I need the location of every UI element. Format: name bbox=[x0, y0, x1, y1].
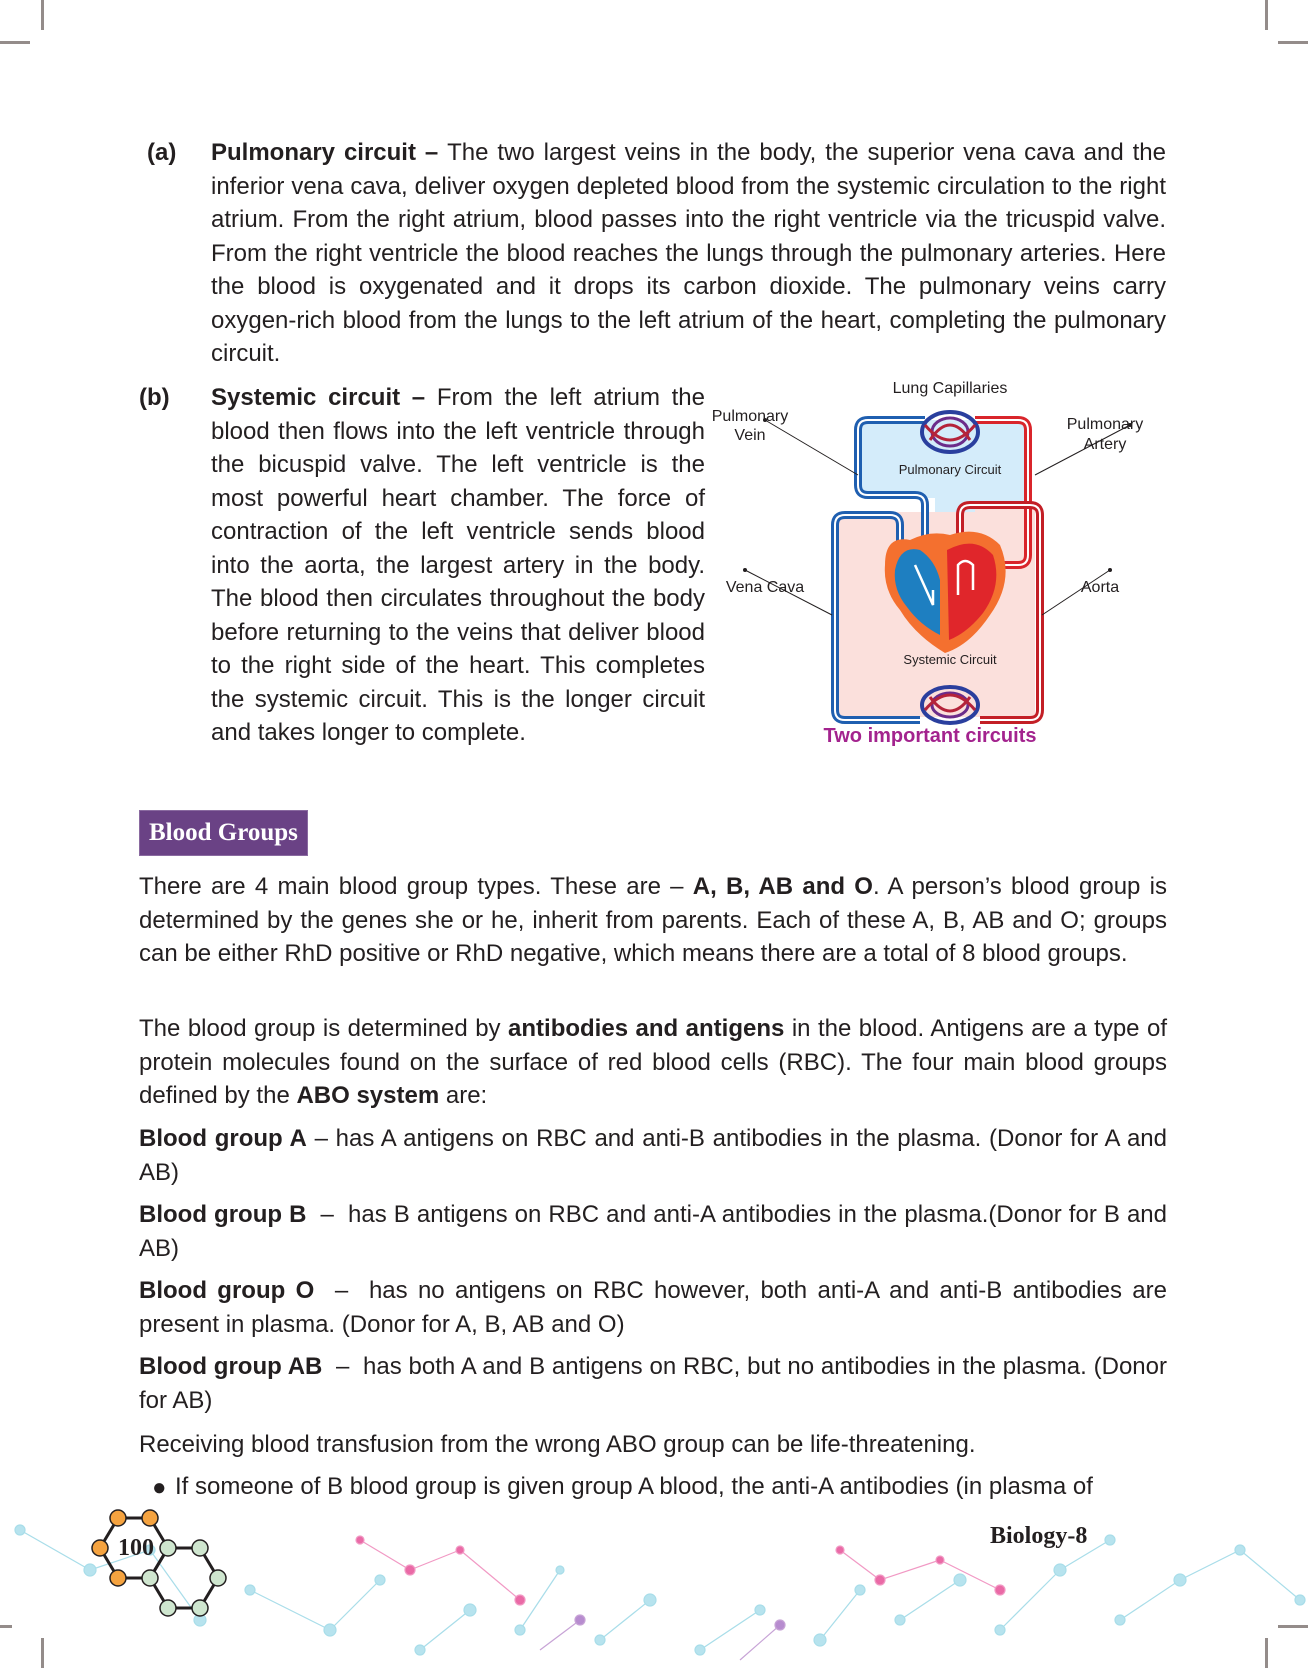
p2-text-before: The blood group is determined by bbox=[139, 1015, 509, 1042]
label-aorta: Aorta bbox=[1080, 579, 1120, 596]
paragraph-antigens bbox=[139, 1012, 1167, 1113]
crop-mark-top-left-v bbox=[41, 0, 44, 30]
blood-group-o bbox=[139, 1274, 1167, 1341]
p2-bold-antibodies: antibodies and antigens bbox=[508, 1015, 785, 1042]
label-pulmonary-artery-1: Pulmonary bbox=[1066, 416, 1144, 433]
hexagon-page-number-icon bbox=[90, 1500, 260, 1650]
group-ab-label: Blood group AB bbox=[139, 1353, 323, 1380]
item-b-dash: – bbox=[400, 384, 437, 411]
group-o-sep: – bbox=[314, 1277, 369, 1304]
item-a-marker: (a) bbox=[147, 139, 177, 166]
crop-mark-top-right-v bbox=[1265, 0, 1268, 30]
group-ab-sep: – bbox=[322, 1353, 364, 1380]
group-o-label: Blood group O bbox=[139, 1277, 315, 1304]
p2-text-middle: in the blood. Antigens are a type of protein molecules found on the surface of red blood cells (RBC). The four main blood groups defined by the bbox=[139, 1015, 1168, 1109]
item-b-text: From the left atrium the blood then flows into the left ventricle through the bicuspid valve. The left ventricle is the most powerful heart chamber. The force of contraction of the left ventricle sends blood into the aorta, the largest artery in the body. The blood then circulates throughout the body before returning to the veins that deliver blood to the right side of the heart. This completes the systemic circuit. This is the longer circuit and takes longer to complete. bbox=[211, 384, 706, 746]
blood-group-a bbox=[139, 1122, 1167, 1189]
label-systemic-circuit: Systemic Circuit bbox=[903, 652, 997, 667]
section-heading: Blood Groups bbox=[139, 810, 308, 856]
group-a-sep: – bbox=[306, 1125, 336, 1152]
blood-group-b bbox=[139, 1198, 1167, 1265]
item-a-body bbox=[211, 136, 1166, 371]
diagram-caption: Two important circuits bbox=[823, 725, 1037, 747]
blood-group-ab bbox=[139, 1350, 1167, 1417]
group-b-sep: – bbox=[306, 1201, 349, 1228]
item-b-body bbox=[211, 381, 705, 750]
group-ab-text: has both A and B antigens on RBC, but no antibodies in the plasma. (Donor for AB) bbox=[139, 1353, 1167, 1414]
page-number: 100 bbox=[118, 1535, 154, 1561]
item-a-text: The two largest veins in the body, the superior vena cava and the inferior vena cava, deliver oxygen depleted blood from the systemic circulation to the right atrium. From the right atrium, blood passes into the right ventricle via the tricuspid valve. From the right ventricle the blood reaches the lungs through the pulmonary arteries. Here the blood is oxygenated and it drops its carbon dioxide. The pulmonary veins carry oxygen-rich blood from the lungs to the left atrium of the heart, completing the pulmonary circuit. bbox=[211, 139, 1166, 367]
book-title: Biology-8 bbox=[990, 1523, 1088, 1549]
crop-mark-top-right-h bbox=[1278, 41, 1308, 44]
p2-bold-abo: ABO system bbox=[296, 1082, 440, 1109]
group-b-text: has B antigens on RBC and anti-A antibodies in the plasma.(Donor for B and AB) bbox=[139, 1201, 1167, 1262]
label-lung-capillaries: Lung Capillaries bbox=[892, 380, 1008, 397]
item-a-dash: – bbox=[415, 139, 448, 166]
label-vena-cava: Vena Cava bbox=[725, 579, 805, 596]
p1-bold-types: A, B, AB and O bbox=[692, 873, 873, 900]
item-a-title: Pulmonary circuit bbox=[211, 139, 416, 166]
label-pulmonary-vein-2: Vein bbox=[734, 427, 766, 444]
p1-text-before: There are 4 main blood group types. These are – bbox=[139, 873, 693, 900]
circulation-diagram bbox=[711, 380, 1155, 755]
paragraph-blood-types bbox=[139, 870, 1167, 971]
group-a-label: Blood group A bbox=[139, 1125, 307, 1152]
label-pulmonary-vein-1: Pulmonary bbox=[711, 408, 789, 425]
p1-text-after: . A person’s blood group is determined by the genes she or he, inherit from parents. Each of these A, B, AB and O; groups can be either RhD positive or RhD negative, which means there are a total of 8 blood groups. bbox=[139, 873, 1167, 967]
group-o-text: has no antigens on RBC however, both anti-A and anti-B antibodies are present in plasma. (Donor for A, B, AB and O) bbox=[139, 1277, 1167, 1338]
label-pulmonary-circuit: Pulmonary Circuit bbox=[898, 462, 1002, 477]
label-pulmonary-artery-2: Artery bbox=[1083, 436, 1127, 453]
warning-text: Receiving blood transfusion from the wrong ABO group can be life-threatening. bbox=[139, 1431, 976, 1458]
bullet-item: If someone of B blood group is given group A blood, the anti-A antibodies (in plasma of bbox=[175, 1473, 1093, 1500]
group-a-text: has A antigens on RBC and anti-B antibodies in the plasma. (Donor for A and AB) bbox=[139, 1125, 1168, 1186]
item-b-title: Systemic circuit bbox=[211, 384, 401, 411]
bullet-dot-icon: ● bbox=[152, 1474, 167, 1501]
item-b-marker: (b) bbox=[139, 384, 170, 411]
group-b-label: Blood group B bbox=[139, 1201, 307, 1228]
p2-text-after: are: bbox=[439, 1082, 488, 1109]
crop-mark-top-left-h bbox=[0, 41, 30, 44]
